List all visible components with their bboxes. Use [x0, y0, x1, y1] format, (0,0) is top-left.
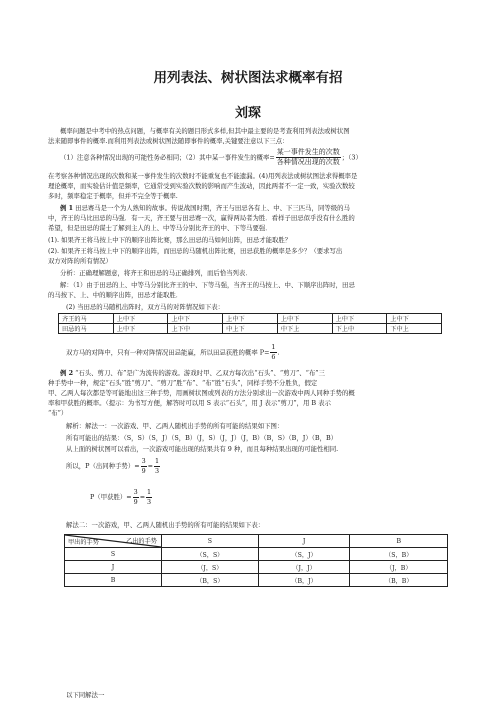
fraction — [146, 488, 152, 507]
question-1: (1). 如果齐王将马按上中下的顺序出阵比赛，那么田忌的马如何出阵，田忌才能取胜？ — [48, 236, 292, 244]
intro-text: （1）注意各种情况出现的可能性务必相同；（2）其中某一事件发生的概率= — [60, 153, 275, 162]
conclusion-text: . — [277, 348, 280, 357]
intro-text: 在考察各种情况出现的次数和某一事件发生的次数时不能重复也不能遗漏。(4)用列表法或树状图法求得概率是 — [48, 172, 358, 180]
example-text: “布”） — [48, 409, 68, 417]
table-cell: 上中下 — [223, 314, 278, 324]
example-text: 种手势中一种，规定“石头”胜“剪刀”、“剪刀”胜“布”、“布”胜“石头”，同样手势不分胜负，假定 — [48, 379, 318, 387]
example-text: 率和甲获胜的概率。（提示：为书写方便，解答时可以用 S 表示“石头”，用 J 表示“剪刀”，用 B 表示 — [48, 399, 331, 407]
fraction-numerator: 某一事件发生的次数 — [276, 148, 340, 156]
column-header: B — [350, 535, 448, 548]
table-cell: 中下上 — [277, 324, 332, 334]
intro-text: 理论概率，而实验估计值是频率，它通常受到实验次数的影响而产生波动，因此两者不一定一致，实验次数较 — [48, 182, 355, 190]
table-cell: 上中下 — [113, 324, 168, 334]
solution-text: 解法二：一次游戏，甲、乙两人随机出手势的所有可能的结果如下表： — [66, 521, 265, 529]
table-cell: （S，J） — [258, 548, 350, 561]
table-cell: （S，B） — [350, 548, 448, 561]
table-row — [59, 324, 442, 334]
table-cell: （J，J） — [258, 561, 350, 574]
row-axis-label: 甲出的手势 — [68, 539, 99, 546]
table-cell: 齐王的马 — [59, 314, 114, 324]
probability-fraction — [270, 343, 276, 362]
example-text: 中，齐王的马比田忌的马强．有一天，齐王要与田忌赛一次，赢得两局者为胜．看样子田忌似乎没有什么胜的 — [48, 214, 355, 222]
example-text: “石头、剪刀、布”是广为流传的游戏。游戏时甲、乙双方每次出“石头”、“剪刀”、“布”三 — [75, 369, 325, 377]
column-header: S — [162, 535, 259, 548]
example2-intro — [60, 368, 450, 378]
table-cell: 上中下 — [387, 314, 442, 324]
probability-fraction — [276, 148, 341, 167]
solution-text: (2) 当田忌的马随机出阵时，双方马的对阵情况如下表： — [66, 303, 225, 311]
table-row — [65, 574, 448, 587]
table-cell: （B，B） — [350, 574, 448, 587]
table-diagonal-header — [65, 535, 162, 548]
fraction-denominator: 6 — [271, 353, 276, 361]
row-header: S — [65, 548, 162, 561]
win-probability: P（甲获胜）= $\frac{3}{9}$ = $\frac{1}{3}$ — [90, 487, 152, 506]
conclusion-text: 双方马的对阵中，只有一种对阵情况田忌能赢，所以田忌获胜的概率 — [66, 348, 258, 357]
conclusion-text: P= — [259, 348, 270, 357]
table-cell: （B，J） — [258, 574, 350, 587]
table-row — [65, 561, 448, 574]
author-name: 刘琛 — [234, 106, 261, 121]
table-cell: （B，S） — [162, 574, 259, 587]
table-cell: 中上下 — [223, 324, 278, 334]
table-cell: （J，S） — [162, 561, 259, 574]
fraction-denominator: 各种情况出现的次数 — [276, 158, 340, 166]
table-cell: 上中下 — [113, 314, 168, 324]
intro-text: 概率问题是中考中的热点问题，与概率有关的题目形式多样,但其中最主要的是考查利用列表法或树状图 — [60, 127, 350, 135]
formula-text: 所以，P（出同种手势）= — [66, 462, 140, 470]
table-header-row — [65, 535, 448, 548]
example-text: 田忌赛马是一个为人熟知的故事。传说战国时期，齐王与田忌各有上、中、下三匹马，同等级的马 — [75, 204, 350, 212]
example1-intro — [60, 203, 450, 213]
same-gesture-probability: 所以，P（出同种手势）= $\frac{3}{9}$ = $\frac{1}{3}$ — [66, 456, 160, 475]
example-text: 希望，但是田忌的谋士了解到主人的上、中等马分别比齐王的中、下等马要强． — [48, 224, 272, 232]
example-label: 例 1 — [60, 204, 74, 212]
row-header: B — [65, 574, 162, 587]
gesture-outcome-table — [64, 534, 448, 587]
conclusion-line — [66, 343, 450, 363]
fraction — [141, 457, 147, 476]
column-axis-label: 乙出的手势 — [126, 538, 157, 545]
table-row — [59, 314, 442, 324]
fraction-denominator: 3 — [155, 466, 160, 475]
fraction — [133, 488, 139, 507]
table-cell: 上中下 — [277, 314, 332, 324]
table-cell: （S，S） — [162, 548, 259, 561]
table-cell: （J，B） — [350, 561, 448, 574]
table-cell: 下中上 — [387, 324, 442, 334]
example-label: 例 2 — [60, 369, 74, 377]
fraction-numerator: 3 — [141, 456, 146, 465]
analysis-text: 分析：正确理解题意，将齐王和田忌的马正确排列，而后恰当列表． — [60, 269, 252, 277]
fraction — [154, 457, 160, 476]
formula-text: P（甲获胜）= — [90, 493, 132, 501]
table-cell: 田忌的马 — [59, 324, 114, 334]
fraction-denominator: 9 — [141, 466, 146, 475]
intro-formula-line — [60, 148, 450, 168]
fraction-denominator: 3 — [147, 497, 152, 506]
closing-text: 以下同解法一 — [66, 691, 105, 699]
page-title: 用列表法、树状图法求概率有招 — [153, 70, 343, 86]
fraction-numerator: 1 — [147, 487, 152, 496]
row-header: J — [65, 561, 162, 574]
fraction-denominator: 9 — [133, 497, 138, 506]
solution-text: 解：（1）由于田忌的上、中等马分别比齐王的中、下等马强，当齐王的马按上、中、下顺序出阵时，田忌 — [60, 281, 355, 289]
table-cell: 上中下 — [168, 314, 223, 324]
table-cell: 上中下 — [332, 314, 387, 324]
fraction-numerator: 1 — [155, 456, 160, 465]
table-cell: 下上中 — [332, 324, 387, 334]
solution-text: 解析：解法一：一次游戏、甲、乙两人随机出手势的所有可能的结果如下图： — [66, 422, 284, 430]
table-cell: 上下中 — [168, 324, 223, 334]
intro-text: 多时，频率稳定于概率，但并不完全等于概率. — [48, 192, 178, 200]
intro-text: 法来随即事件的概率.而利用列表法或树状图法随即事件的概率,关键要注意以下三点： — [48, 137, 289, 145]
fraction-numerator: 3 — [133, 487, 138, 496]
column-header: J — [258, 535, 350, 548]
example-text: 甲、乙两人每次都是等可能地出这三种手势，用画树状图或列表的方法分别求出一次游戏中两人同种手势的概 — [48, 389, 355, 397]
intro-text: ；（3） — [341, 153, 362, 162]
question-2-cont: 双方对阵的所有情况） — [48, 257, 112, 265]
fraction-numerator: 1 — [271, 343, 276, 351]
solution-text: 的马按下、上、中的顺序出阵，田忌才能取胜． — [48, 291, 183, 299]
table-row — [65, 548, 448, 561]
outcomes-list: 所有可能出的结果：（S，S）（S，J）（S，B）（J，S）（J，J）（J，B）（B，S）（B，J）（B，B） — [66, 434, 338, 442]
question-2: (2). 如果齐王将马按上中下的顺序出阵，而田忌的马随机出阵比赛，田忌获胜的概率是多少？（要求写出 — [48, 247, 343, 255]
solution-text: 从上面的树状图可以看出，一次游戏可能出现的结果共有 9 种，而且每种结果出现的可能性相同. — [66, 445, 339, 453]
horse-match-table — [58, 313, 442, 334]
